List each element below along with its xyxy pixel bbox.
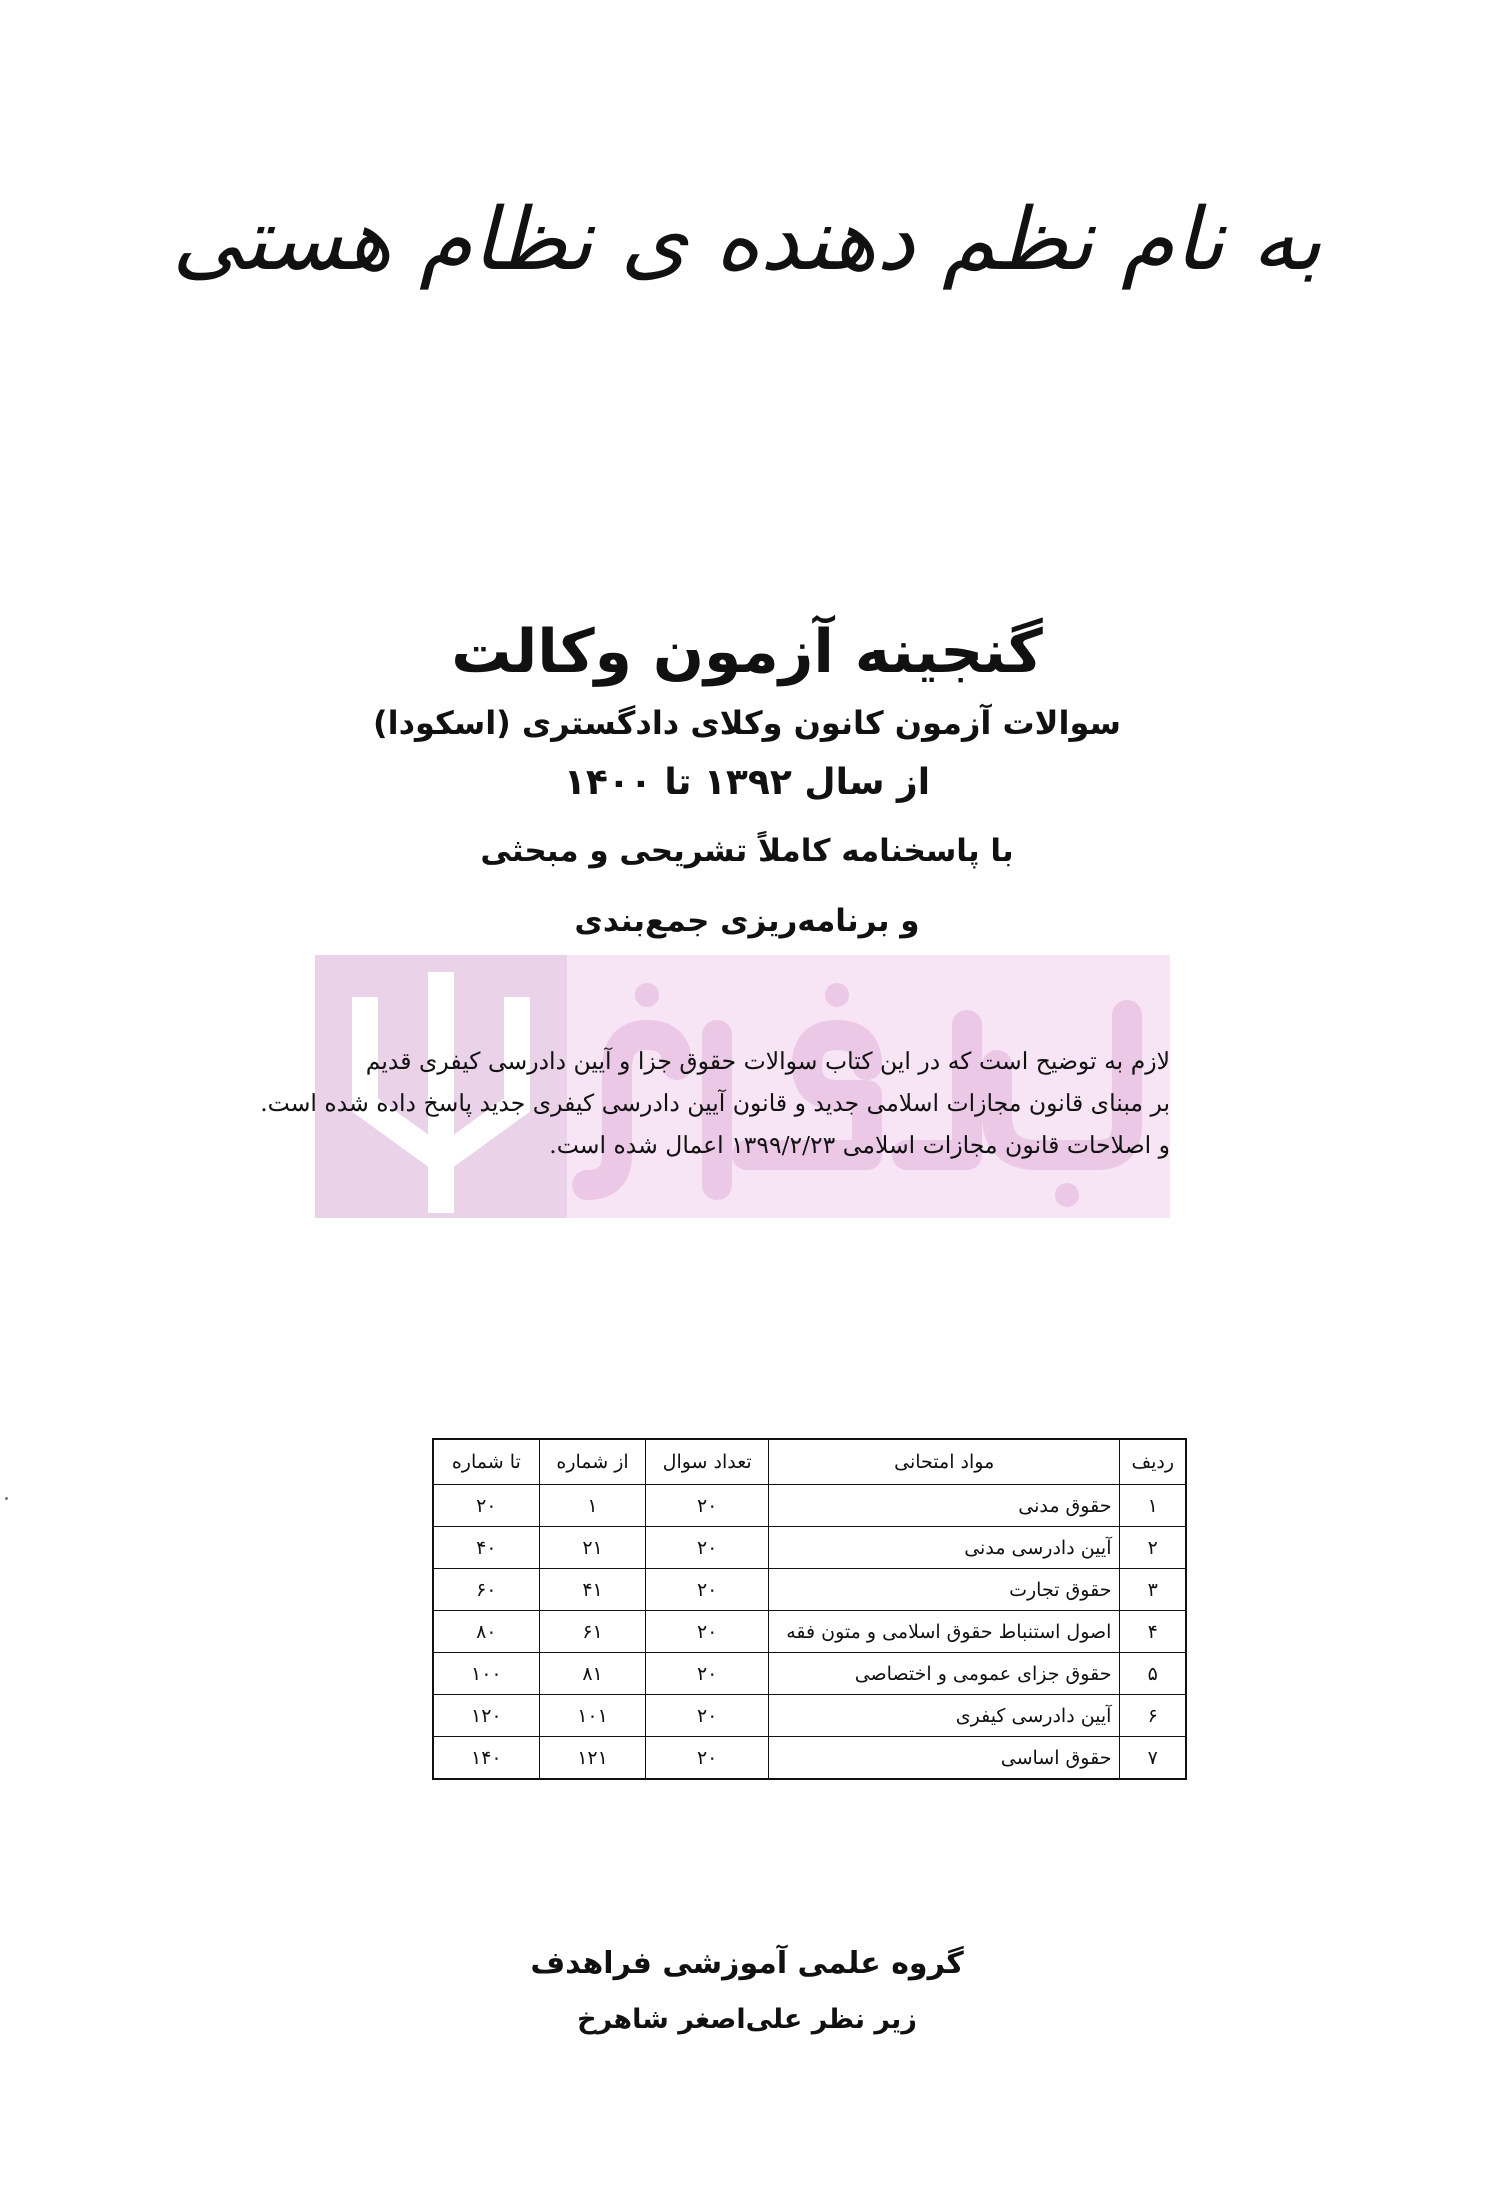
publisher-group: گروه علمی آموزشی فراهدف: [530, 1946, 964, 1981]
row-number-cell: ۳: [1120, 1569, 1186, 1611]
book-subtitle: سوالات آزمون کانون وکلای دادگستری (اسکودا): [373, 704, 1121, 742]
row-number-cell: ۱: [1120, 1485, 1186, 1527]
table-row: [433, 1527, 1186, 1569]
subject-cell: حقوق تجارت: [768, 1569, 1120, 1611]
exam-subjects-table: [432, 1438, 1187, 1780]
from-number-cell: ۲۱: [539, 1527, 646, 1569]
question-count-cell: ۲۰: [646, 1653, 768, 1695]
question-count-cell: ۲۰: [646, 1737, 768, 1780]
from-number-cell: ۱: [539, 1485, 646, 1527]
edition-note: [260, 1040, 1170, 1166]
to-number-cell: ۸۰: [433, 1611, 539, 1653]
subject-cell: حقوق مدنی: [768, 1485, 1120, 1527]
table-row: [433, 1695, 1186, 1737]
question-count-cell: ۲۰: [646, 1569, 768, 1611]
table-row: [433, 1611, 1186, 1653]
note-line: و اصلاحات قانون مجازات اسلامی ۱۳۹۹/۲/۲۳ اعمال شده است.: [549, 1131, 1170, 1159]
from-number-cell: ۱۲۱: [539, 1737, 646, 1780]
book-title: گنجینه آزمون وکالت: [451, 617, 1043, 687]
question-count-cell: ۲۰: [646, 1527, 768, 1569]
subject-cell: حقوق جزای عمومی و اختصاصی: [768, 1653, 1120, 1695]
opening-invocation: به نام نظم دهنده ی نظام هستی: [172, 190, 1322, 290]
scan-artifact: [5, 1497, 8, 1500]
to-number-cell: ۴۰: [433, 1527, 539, 1569]
header-question-count: تعداد سوال: [646, 1439, 768, 1485]
row-number-cell: ۵: [1120, 1653, 1186, 1695]
from-number-cell: ۶۱: [539, 1611, 646, 1653]
from-number-cell: ۴۱: [539, 1569, 646, 1611]
subject-cell: آیین دادرسی مدنی: [768, 1527, 1120, 1569]
table-header-row: [433, 1439, 1186, 1485]
header-to-number: تا شماره: [433, 1439, 539, 1485]
question-count-cell: ۲۰: [646, 1485, 768, 1527]
table-row: [433, 1485, 1186, 1527]
row-number-cell: ۴: [1120, 1611, 1186, 1653]
header-row-number: ردیف: [1120, 1439, 1186, 1485]
note-line: لازم به توضیح است که در این کتاب سوالات حقوق جزا و آیین دادرسی کیفری قدیم: [365, 1047, 1170, 1075]
planning-description: و برنامه‌ریزی جمع‌بندی: [574, 903, 920, 939]
year-range: از سال ۱۳۹۲ تا ۱۴۰۰: [563, 762, 931, 803]
to-number-cell: ۱۰۰: [433, 1653, 539, 1695]
to-number-cell: ۲۰: [433, 1485, 539, 1527]
row-number-cell: ۷: [1120, 1737, 1186, 1780]
supervisor-credit: زیر نظر علی‌اصغر شاهرخ: [577, 2004, 917, 2035]
subject-cell: حقوق اساسی: [768, 1737, 1120, 1780]
to-number-cell: ۱۴۰: [433, 1737, 539, 1780]
header-from-number: از شماره: [539, 1439, 646, 1485]
subject-cell: اصول استنباط حقوق اسلامی و متون فقه: [768, 1611, 1120, 1653]
table-row: [433, 1737, 1186, 1780]
from-number-cell: ۸۱: [539, 1653, 646, 1695]
row-number-cell: ۲: [1120, 1527, 1186, 1569]
to-number-cell: ۶۰: [433, 1569, 539, 1611]
from-number-cell: ۱۰۱: [539, 1695, 646, 1737]
subject-cell: آیین دادرسی کیفری: [768, 1695, 1120, 1737]
to-number-cell: ۱۲۰: [433, 1695, 539, 1737]
note-line: بر مبنای قانون مجازات اسلامی جدید و قانون آیین دادرسی کیفری جدید پاسخ داده شده است.: [260, 1089, 1170, 1117]
table-row: [433, 1569, 1186, 1611]
answers-description: با پاسخنامه کاملاً تشریحی و مبحثی: [480, 833, 1014, 869]
header-subject: مواد امتحانی: [768, 1439, 1120, 1485]
row-number-cell: ۶: [1120, 1695, 1186, 1737]
question-count-cell: ۲۰: [646, 1611, 768, 1653]
question-count-cell: ۲۰: [646, 1695, 768, 1737]
table-row: [433, 1653, 1186, 1695]
